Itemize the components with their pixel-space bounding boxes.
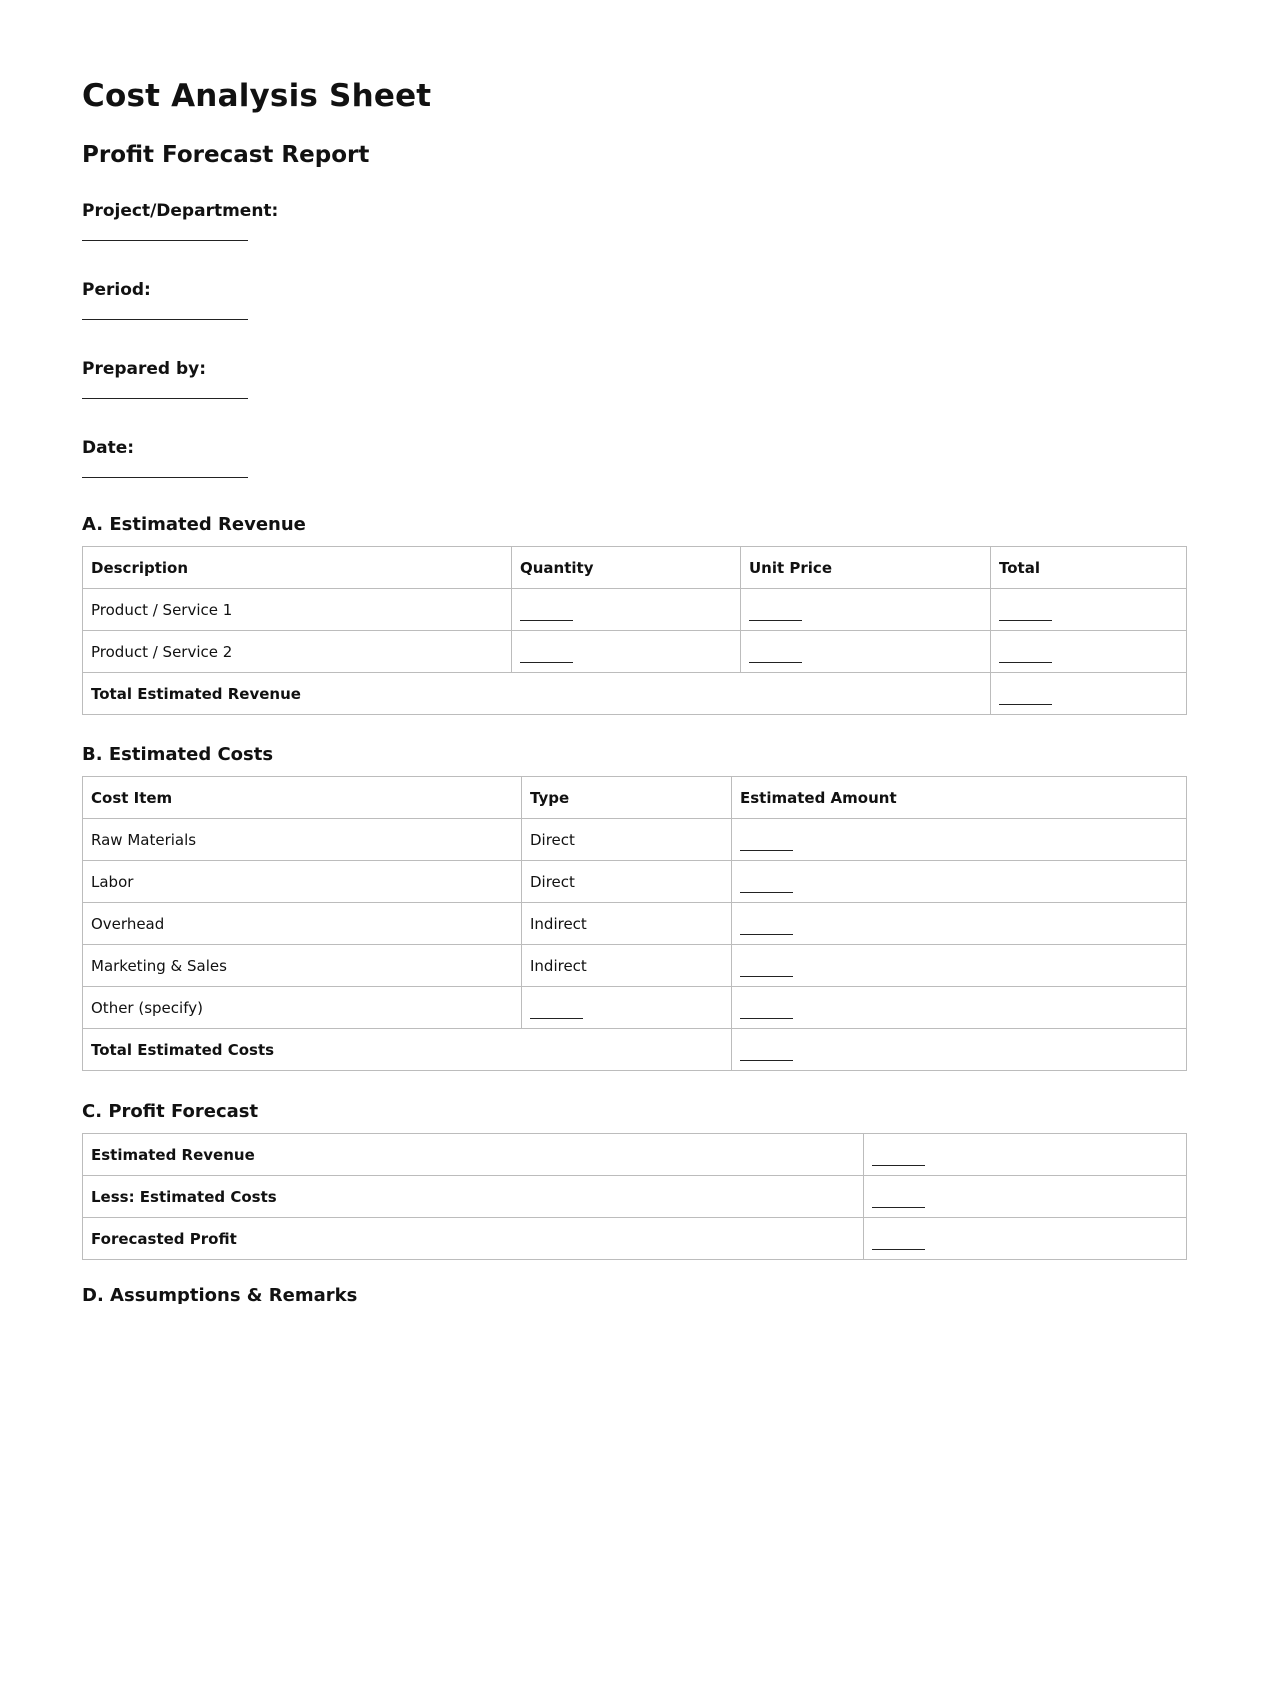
unit-price-cell[interactable] (741, 631, 991, 673)
quantity-cell[interactable] (512, 589, 741, 631)
profit-table (82, 1133, 1187, 1260)
amount-cell[interactable] (732, 945, 1187, 987)
table-row (83, 1218, 1187, 1260)
revenue-heading: A. Estimated Revenue (82, 514, 306, 535)
description-cell: Product / Service 1 (83, 589, 512, 631)
date-field-blank[interactable] (82, 477, 248, 478)
table-row (83, 987, 1187, 1029)
amount-cell[interactable] (732, 861, 1187, 903)
column-header: Type (522, 777, 732, 819)
type-cell: Indirect (522, 903, 732, 945)
cost-item-cell: Labor (83, 861, 522, 903)
page-title: Cost Analysis Sheet (82, 78, 432, 114)
column-header: Cost Item (83, 777, 522, 819)
blank-line[interactable] (872, 1249, 925, 1250)
table-row (83, 903, 1187, 945)
project-field-label: Project/Department: (82, 201, 279, 221)
total-row (83, 673, 1187, 715)
table-row (83, 945, 1187, 987)
quantity-cell[interactable] (512, 631, 741, 673)
blank-line[interactable] (520, 620, 573, 621)
estimated-revenue-label: Estimated Revenue (83, 1134, 864, 1176)
description-cell: Product / Service 2 (83, 631, 512, 673)
project-field[interactable] (82, 200, 482, 222)
amount-cell[interactable] (732, 819, 1187, 861)
type-cell: Direct (522, 819, 732, 861)
page-subtitle: Profit Forecast Report (82, 142, 370, 168)
total-cell[interactable] (991, 631, 1187, 673)
date-field[interactable] (82, 437, 482, 459)
blank-line[interactable] (740, 934, 793, 935)
total-revenue-label: Total Estimated Revenue (83, 673, 991, 715)
blank-line[interactable] (530, 1018, 583, 1019)
column-header: Estimated Amount (732, 777, 1187, 819)
date-field-label: Date: (82, 438, 135, 458)
blank-line[interactable] (872, 1207, 925, 1208)
blank-line[interactable] (999, 620, 1052, 621)
cost-item-cell: Overhead (83, 903, 522, 945)
project-field-blank[interactable] (82, 240, 248, 241)
period-field[interactable] (82, 279, 482, 301)
total-costs-cell[interactable] (732, 1029, 1187, 1071)
costs-table (82, 776, 1187, 1071)
blank-line[interactable] (520, 662, 573, 663)
blank-line[interactable] (740, 850, 793, 851)
period-field-label: Period: (82, 280, 151, 300)
table-header-row (83, 777, 1187, 819)
cost-item-cell: Other (specify) (83, 987, 522, 1029)
prepared-by-field[interactable] (82, 358, 482, 380)
costs-heading: B. Estimated Costs (82, 744, 274, 765)
unit-price-cell[interactable] (741, 589, 991, 631)
column-header: Total (991, 547, 1187, 589)
type-cell: Direct (522, 861, 732, 903)
table-row (83, 819, 1187, 861)
blank-line[interactable] (999, 662, 1052, 663)
profit-heading: C. Profit Forecast (82, 1101, 259, 1122)
blank-line[interactable] (749, 620, 802, 621)
cost-item-cell: Raw Materials (83, 819, 522, 861)
column-header: Description (83, 547, 512, 589)
blank-line[interactable] (740, 1018, 793, 1019)
remarks-heading-container (82, 1284, 682, 1304)
blank-line[interactable] (999, 704, 1052, 705)
table-header-row (83, 547, 1187, 589)
table-row (83, 861, 1187, 903)
remarks-heading: D. Assumptions & Remarks (82, 1285, 358, 1304)
table-row (83, 1134, 1187, 1176)
total-cell[interactable] (991, 589, 1187, 631)
forecasted-profit-label: Forecasted Profit (83, 1218, 864, 1260)
amount-cell[interactable] (732, 987, 1187, 1029)
prepared-by-field-blank[interactable] (82, 398, 248, 399)
column-header: Unit Price (741, 547, 991, 589)
blank-line[interactable] (749, 662, 802, 663)
total-row (83, 1029, 1187, 1071)
total-revenue-cell[interactable] (991, 673, 1187, 715)
type-cell: Indirect (522, 945, 732, 987)
blank-line[interactable] (740, 892, 793, 893)
type-cell[interactable] (522, 987, 732, 1029)
cost-item-cell: Marketing & Sales (83, 945, 522, 987)
period-field-blank[interactable] (82, 319, 248, 320)
table-row (83, 631, 1187, 673)
revenue-table (82, 546, 1187, 715)
table-row (83, 589, 1187, 631)
blank-line[interactable] (740, 976, 793, 977)
table-row (83, 1176, 1187, 1218)
less-costs-label: Less: Estimated Costs (83, 1176, 864, 1218)
estimated-revenue-cell[interactable] (864, 1134, 1187, 1176)
blank-line[interactable] (872, 1165, 925, 1166)
prepared-by-field-label: Prepared by: (82, 359, 207, 379)
forecasted-profit-cell[interactable] (864, 1218, 1187, 1260)
total-costs-label: Total Estimated Costs (83, 1029, 732, 1071)
column-header: Quantity (512, 547, 741, 589)
less-costs-cell[interactable] (864, 1176, 1187, 1218)
amount-cell[interactable] (732, 903, 1187, 945)
blank-line[interactable] (740, 1060, 793, 1061)
